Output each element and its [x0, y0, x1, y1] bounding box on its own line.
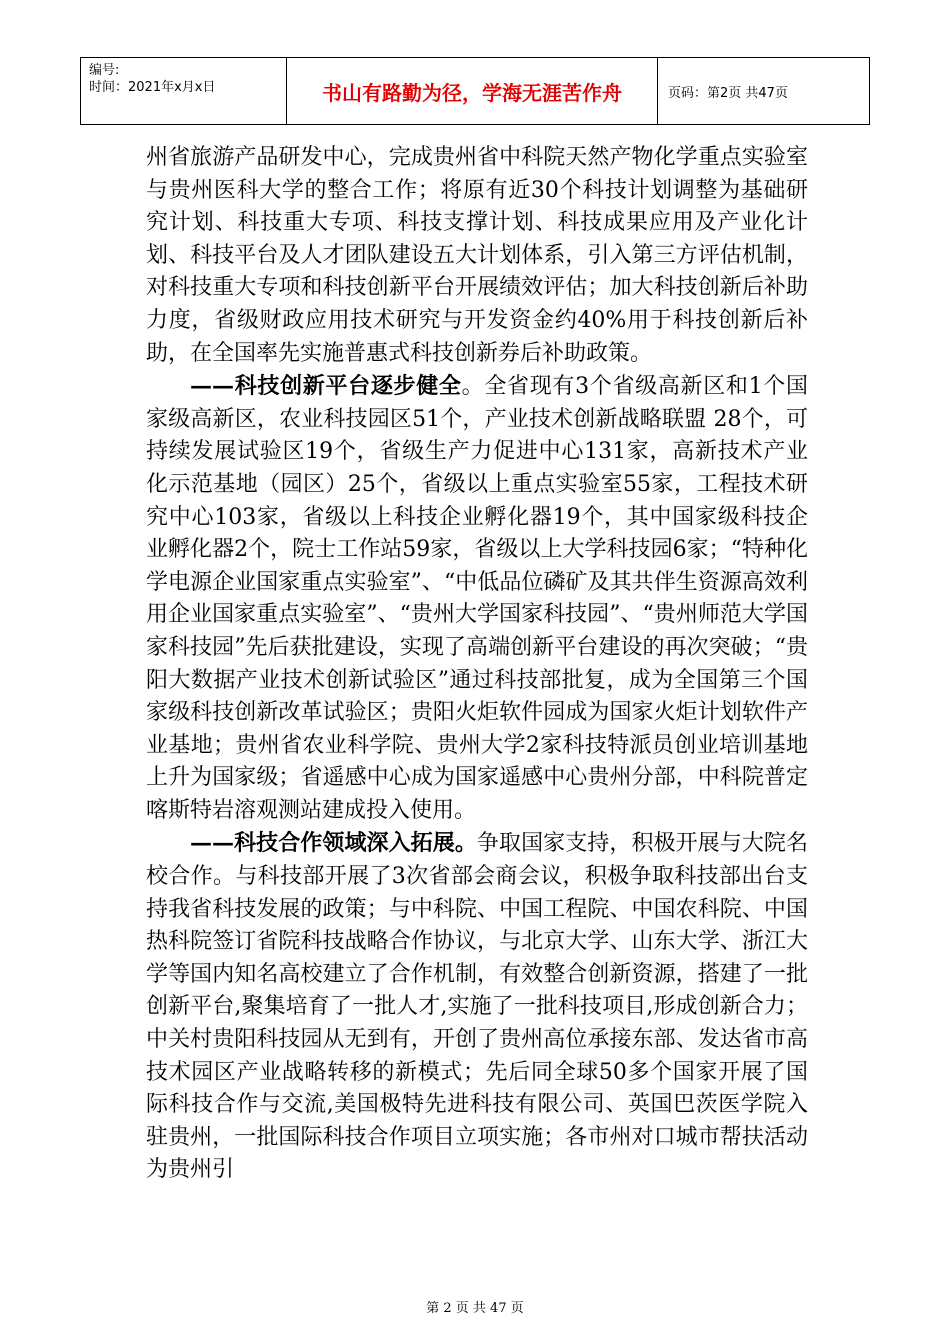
body-paragraph-1: 州省旅游产品研发中心，完成贵州省中科院天然产物化学重点实验室与贵州医科大学的整合工作；将原有近30个科技计划调整为基础研究计划、科技重大专项、科技支撑计划、科技成果应用及产业化计划、科技平台及人才团队建设五大计划体系，引入第三方评估机制，对科技重大专项和科技创新平台开展绩效评估；加大科技创新后补助力度，省级财政应用技术研究与开发资金约40%用于科技创新后补助，在全国率先实施普惠式科技创新券后补助政策。	[146, 145, 808, 366]
body-paragraph-2	[146, 370, 808, 827]
paragraph-3-heading: ——科技合作领域深入拓展。	[190, 830, 477, 857]
header-meta-cell	[81, 58, 287, 125]
date-label: 时间：2021年x月x日	[89, 80, 216, 95]
body-paragraph-3	[146, 827, 808, 1187]
page-footer: 第 2 页 共 47 页	[426, 1301, 524, 1316]
paragraph-2-text: 。全省现有3个省级高新区和1个国家级高新区，农业科技园区51个，产业技术创新战略联盟 28个，可持续发展试验区19个，省级生产力促进中心131家，高新技术产业化示范基地（园区）25个，省级以上重点实验室55家，工程技术研究中心103家，省级以上科技企业孵化器19个，其中国家级科技企业孵化器2个，院士工作站59家，省级以上大学科技园6家；“特种化学电源企业国家重点实验室”、“中低品位磷矿及其共伴生资源高效利用企业国家重点实验室”、“贵州大学国家科技园”、“贵州师范大学国家科技园”先后获批建设，实现了高端创新平台建设的再次突破；“贵阳大数据产业技术创新试验区”通过科技部批复，成为全国第三个国家级科技创新改革试验区；贵阳火炬软件园成为国家火炬计划软件产业基地；贵州省农业科学院、贵州大学2家科技特派员创业培训基地上升为国家级；省遥感中心成为国家遥感中心贵州分部，中科院普定喀斯特岩溶观测站建成投入使用。	[146, 374, 808, 823]
paragraph-2-heading: ——科技创新平台逐步健全	[190, 373, 462, 400]
document-body	[146, 142, 808, 1187]
header-page-label: 页码：第2页 共47页	[658, 58, 870, 125]
header-table	[80, 57, 870, 125]
doc-number-label: 编号:	[89, 63, 120, 78]
paragraph-3-text: 争取国家支持，积极开展与大院名校合作。与科技部开展了3次省部会商会议，积极争取科技部出台支持我省科技发展的政策；与中科院、中国工程院、中国农科院、中国热科院签订省院科技战略合作协议，与北京大学、山东大学、浙江大学等国内知名高校建立了合作机制，有效整合创新资源，搭建了一批创新平台,聚集培育了一批人才,实施了一批科技项目,形成创新合力；中关村贵阳科技园从无到有，开创了贵州高位承接东部、发达省市高技术园区产业战略转移的新模式；先后同全球50多个国家开展了国际科技合作与交流,美国极特先进科技有限公司、英国巴茨医学院入驻贵州，一批国际科技合作项目立项实施；各市州对口城市帮扶活动为贵州引	[146, 831, 808, 1183]
header-motto: 书山有路勤为径，学海无涯苦作舟	[287, 58, 658, 125]
